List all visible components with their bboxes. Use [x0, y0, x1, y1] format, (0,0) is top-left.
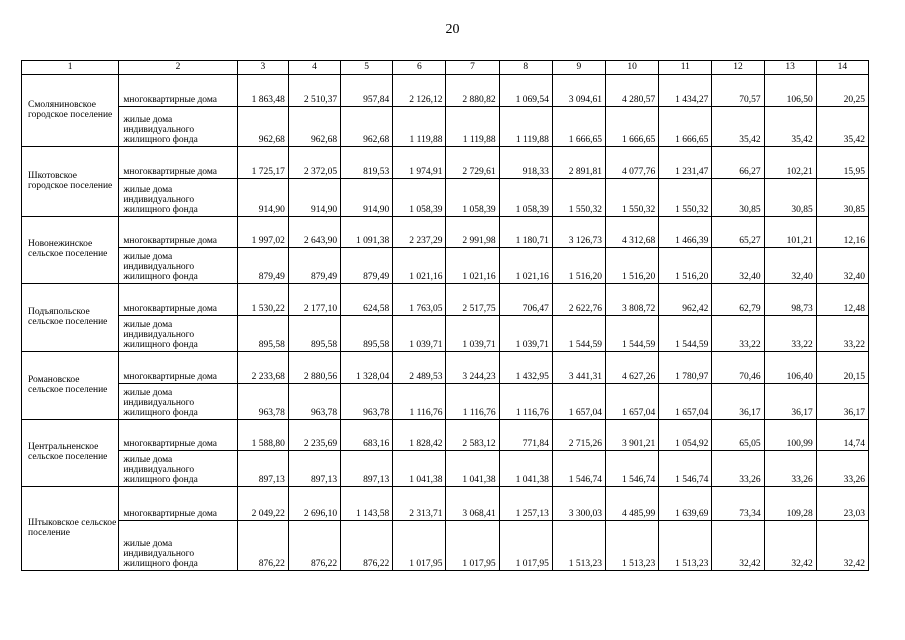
column-header: 13: [764, 61, 816, 75]
column-header: 8: [499, 61, 552, 75]
value-cell: 1 116,76: [446, 384, 499, 420]
table-row: [22, 217, 869, 248]
value-cell: 895,58: [341, 316, 393, 352]
value-cell: 2 235,69: [288, 420, 340, 451]
value-cell: 3 300,03: [552, 487, 605, 521]
value-cell: 2 313,71: [393, 487, 446, 521]
value-cell: 3 094,61: [552, 75, 605, 107]
value-cell: 895,58: [288, 316, 340, 352]
value-cell: 1 058,39: [499, 179, 552, 217]
value-cell: 1 666,65: [606, 107, 659, 147]
value-cell: 2 622,76: [552, 284, 605, 316]
column-header: 1: [22, 61, 119, 75]
value-cell: 1 143,58: [341, 487, 393, 521]
value-cell: 771,84: [499, 420, 552, 451]
value-cell: 1 119,88: [393, 107, 446, 147]
value-cell: 36,17: [816, 384, 868, 420]
value-cell: 4 077,76: [606, 147, 659, 179]
value-cell: 2 233,68: [237, 352, 288, 384]
value-cell: 3 244,23: [446, 352, 499, 384]
value-cell: 2 891,81: [552, 147, 605, 179]
settlement-name: Центральненское сельское поселение: [22, 420, 119, 487]
value-cell: 1 513,23: [659, 521, 712, 571]
column-header: 10: [606, 61, 659, 75]
value-cell: 1 725,17: [237, 147, 288, 179]
value-cell: 1 054,92: [659, 420, 712, 451]
value-cell: 1 516,20: [552, 248, 605, 284]
value-cell: 683,16: [341, 420, 393, 451]
value-cell: 897,13: [237, 451, 288, 487]
value-cell: 1 432,95: [499, 352, 552, 384]
value-cell: 2 583,12: [446, 420, 499, 451]
value-cell: 2 696,10: [288, 487, 340, 521]
value-cell: 3 808,72: [606, 284, 659, 316]
value-cell: 1 550,32: [552, 179, 605, 217]
value-cell: 98,73: [764, 284, 816, 316]
value-cell: 4 485,99: [606, 487, 659, 521]
value-cell: 1 039,71: [393, 316, 446, 352]
value-cell: 1 657,04: [659, 384, 712, 420]
value-cell: 876,22: [237, 521, 288, 571]
settlement-name: Штыковское сельское поселение: [22, 487, 119, 571]
column-header: 12: [712, 61, 764, 75]
value-cell: 12,16: [816, 217, 868, 248]
value-cell: 2 510,37: [288, 75, 340, 107]
value-cell: 2 643,90: [288, 217, 340, 248]
value-cell: 35,42: [764, 107, 816, 147]
value-cell: 101,21: [764, 217, 816, 248]
value-cell: 1 041,38: [446, 451, 499, 487]
settlement-name: Подъяпольское сельское поселение: [22, 284, 119, 352]
column-header: 2: [119, 61, 237, 75]
housing-type: жилые дома индивидуального жилищного фонда: [119, 451, 237, 487]
value-cell: 1 434,27: [659, 75, 712, 107]
value-cell: 32,40: [764, 248, 816, 284]
value-cell: 30,85: [764, 179, 816, 217]
value-cell: 35,42: [712, 107, 764, 147]
value-cell: 4 280,57: [606, 75, 659, 107]
value-cell: 2 126,12: [393, 75, 446, 107]
value-cell: 109,28: [764, 487, 816, 521]
housing-type: жилые дома индивидуального жилищного фонда: [119, 248, 237, 284]
column-header: 14: [816, 61, 868, 75]
value-cell: 1 513,23: [606, 521, 659, 571]
value-cell: 100,99: [764, 420, 816, 451]
housing-type: многоквартирные дома: [119, 487, 237, 521]
value-cell: 36,17: [764, 384, 816, 420]
value-cell: 1 974,91: [393, 147, 446, 179]
table-row: [22, 316, 869, 352]
housing-type: жилые дома индивидуального жилищного фонда: [119, 521, 237, 571]
value-cell: 895,58: [237, 316, 288, 352]
value-cell: 879,49: [237, 248, 288, 284]
value-cell: 2 517,75: [446, 284, 499, 316]
table-row: [22, 384, 869, 420]
value-cell: 33,22: [816, 316, 868, 352]
settlement-name: Новонежинское сельское поселение: [22, 217, 119, 284]
value-cell: 32,42: [764, 521, 816, 571]
value-cell: 106,50: [764, 75, 816, 107]
value-cell: 879,49: [341, 248, 393, 284]
housing-type: жилые дома индивидуального жилищного фонда: [119, 384, 237, 420]
value-cell: 876,22: [288, 521, 340, 571]
value-cell: 15,95: [816, 147, 868, 179]
page-number: 20: [445, 22, 460, 37]
value-cell: 32,40: [712, 248, 764, 284]
value-cell: 897,13: [341, 451, 393, 487]
housing-type: многоквартирные дома: [119, 284, 237, 316]
value-cell: 914,90: [288, 179, 340, 217]
column-header: 6: [393, 61, 446, 75]
value-cell: 962,68: [237, 107, 288, 147]
value-cell: 1 828,42: [393, 420, 446, 451]
value-cell: 1 069,54: [499, 75, 552, 107]
value-cell: 36,17: [712, 384, 764, 420]
value-cell: 1 516,20: [659, 248, 712, 284]
settlement-name: Шкотовское городское поселение: [22, 147, 119, 217]
value-cell: 876,22: [341, 521, 393, 571]
value-cell: 1 588,80: [237, 420, 288, 451]
value-cell: 2 372,05: [288, 147, 340, 179]
value-cell: 706,47: [499, 284, 552, 316]
value-cell: 1 231,47: [659, 147, 712, 179]
value-cell: 4 627,26: [606, 352, 659, 384]
value-cell: 30,85: [816, 179, 868, 217]
value-cell: 914,90: [341, 179, 393, 217]
settlement-name: Романовское сельское поселение: [22, 352, 119, 420]
table-row: [22, 147, 869, 179]
value-cell: 1 091,38: [341, 217, 393, 248]
value-cell: 2 715,26: [552, 420, 605, 451]
value-cell: 1 116,76: [393, 384, 446, 420]
value-cell: 1 544,59: [552, 316, 605, 352]
value-cell: 1 116,76: [499, 384, 552, 420]
value-cell: 2 880,56: [288, 352, 340, 384]
value-cell: 70,46: [712, 352, 764, 384]
value-cell: 1 997,02: [237, 217, 288, 248]
table-row: [22, 248, 869, 284]
value-cell: 1 058,39: [446, 179, 499, 217]
value-cell: 1 657,04: [606, 384, 659, 420]
value-cell: 2 880,82: [446, 75, 499, 107]
value-cell: 2 237,29: [393, 217, 446, 248]
value-cell: 20,15: [816, 352, 868, 384]
value-cell: 1 041,38: [499, 451, 552, 487]
housing-type: жилые дома индивидуального жилищного фонда: [119, 316, 237, 352]
value-cell: 1 039,71: [499, 316, 552, 352]
table-row: [22, 487, 869, 521]
value-cell: 1 119,88: [446, 107, 499, 147]
value-cell: 3 441,31: [552, 352, 605, 384]
value-cell: 32,42: [712, 521, 764, 571]
value-cell: 2 729,61: [446, 147, 499, 179]
table-row: [22, 352, 869, 384]
column-header: 7: [446, 61, 499, 75]
value-cell: 1 639,69: [659, 487, 712, 521]
value-cell: 963,78: [288, 384, 340, 420]
value-cell: 1 328,04: [341, 352, 393, 384]
value-cell: 962,42: [659, 284, 712, 316]
housing-type: многоквартирные дома: [119, 217, 237, 248]
value-cell: 1 513,23: [552, 521, 605, 571]
value-cell: 1 546,74: [659, 451, 712, 487]
value-cell: 33,22: [764, 316, 816, 352]
value-cell: 73,34: [712, 487, 764, 521]
column-header: 3: [237, 61, 288, 75]
value-cell: 1 516,20: [606, 248, 659, 284]
column-header: 4: [288, 61, 340, 75]
housing-type: многоквартирные дома: [119, 420, 237, 451]
value-cell: 35,42: [816, 107, 868, 147]
value-cell: 33,26: [712, 451, 764, 487]
value-cell: 1 017,95: [499, 521, 552, 571]
value-cell: 106,40: [764, 352, 816, 384]
table-row: [22, 284, 869, 316]
value-cell: 65,27: [712, 217, 764, 248]
value-cell: 30,85: [712, 179, 764, 217]
column-header: 5: [341, 61, 393, 75]
value-cell: 918,33: [499, 147, 552, 179]
value-cell: 1 666,65: [659, 107, 712, 147]
table-row: [22, 451, 869, 487]
value-cell: 1 550,32: [606, 179, 659, 217]
value-cell: 1 863,48: [237, 75, 288, 107]
column-header: 9: [552, 61, 605, 75]
value-cell: 1 530,22: [237, 284, 288, 316]
value-cell: 1 058,39: [393, 179, 446, 217]
value-cell: 102,21: [764, 147, 816, 179]
housing-type: многоквартирные дома: [119, 352, 237, 384]
value-cell: 962,68: [288, 107, 340, 147]
table-row: [22, 179, 869, 217]
value-cell: 33,26: [764, 451, 816, 487]
value-cell: 1 544,59: [659, 316, 712, 352]
value-cell: 20,25: [816, 75, 868, 107]
value-cell: 14,74: [816, 420, 868, 451]
housing-type: жилые дома индивидуального жилищного фонда: [119, 179, 237, 217]
table-row: [22, 75, 869, 107]
value-cell: 1 039,71: [446, 316, 499, 352]
value-cell: 1 041,38: [393, 451, 446, 487]
value-cell: 1 021,16: [393, 248, 446, 284]
table-row: [22, 521, 869, 571]
value-cell: 3 901,21: [606, 420, 659, 451]
value-cell: 957,84: [341, 75, 393, 107]
value-cell: 2 489,53: [393, 352, 446, 384]
value-cell: 70,57: [712, 75, 764, 107]
value-cell: 897,13: [288, 451, 340, 487]
value-cell: 3 126,73: [552, 217, 605, 248]
value-cell: 963,78: [341, 384, 393, 420]
value-cell: 914,90: [237, 179, 288, 217]
value-cell: 1 544,59: [606, 316, 659, 352]
value-cell: 879,49: [288, 248, 340, 284]
value-cell: 963,78: [237, 384, 288, 420]
housing-type: многоквартирные дома: [119, 147, 237, 179]
value-cell: 1 546,74: [606, 451, 659, 487]
housing-type: жилые дома индивидуального жилищного фонда: [119, 107, 237, 147]
value-cell: 1 763,05: [393, 284, 446, 316]
value-cell: 624,58: [341, 284, 393, 316]
value-cell: 65,05: [712, 420, 764, 451]
value-cell: 62,79: [712, 284, 764, 316]
value-cell: 1 021,16: [446, 248, 499, 284]
header-row: [22, 61, 869, 75]
value-cell: 1 546,74: [552, 451, 605, 487]
value-cell: 3 068,41: [446, 487, 499, 521]
value-cell: 23,03: [816, 487, 868, 521]
value-cell: 33,22: [712, 316, 764, 352]
tariff-table: [21, 60, 869, 571]
value-cell: 32,40: [816, 248, 868, 284]
value-cell: 33,26: [816, 451, 868, 487]
value-cell: 4 312,68: [606, 217, 659, 248]
value-cell: 1 666,65: [552, 107, 605, 147]
value-cell: 66,27: [712, 147, 764, 179]
settlement-name: Смоляниновское городское поселение: [22, 75, 119, 147]
value-cell: 1 657,04: [552, 384, 605, 420]
value-cell: 1 017,95: [446, 521, 499, 571]
value-cell: 1 780,97: [659, 352, 712, 384]
value-cell: 2 177,10: [288, 284, 340, 316]
value-cell: 1 550,32: [659, 179, 712, 217]
value-cell: 1 180,71: [499, 217, 552, 248]
value-cell: 2 049,22: [237, 487, 288, 521]
value-cell: 962,68: [341, 107, 393, 147]
table-row: [22, 420, 869, 451]
value-cell: 1 119,88: [499, 107, 552, 147]
value-cell: 2 991,98: [446, 217, 499, 248]
value-cell: 32,42: [816, 521, 868, 571]
table-row: [22, 107, 869, 147]
column-header: 11: [659, 61, 712, 75]
value-cell: 12,48: [816, 284, 868, 316]
value-cell: 1 017,95: [393, 521, 446, 571]
value-cell: 819,53: [341, 147, 393, 179]
value-cell: 1 021,16: [499, 248, 552, 284]
value-cell: 1 466,39: [659, 217, 712, 248]
housing-type: многоквартирные дома: [119, 75, 237, 107]
value-cell: 1 257,13: [499, 487, 552, 521]
